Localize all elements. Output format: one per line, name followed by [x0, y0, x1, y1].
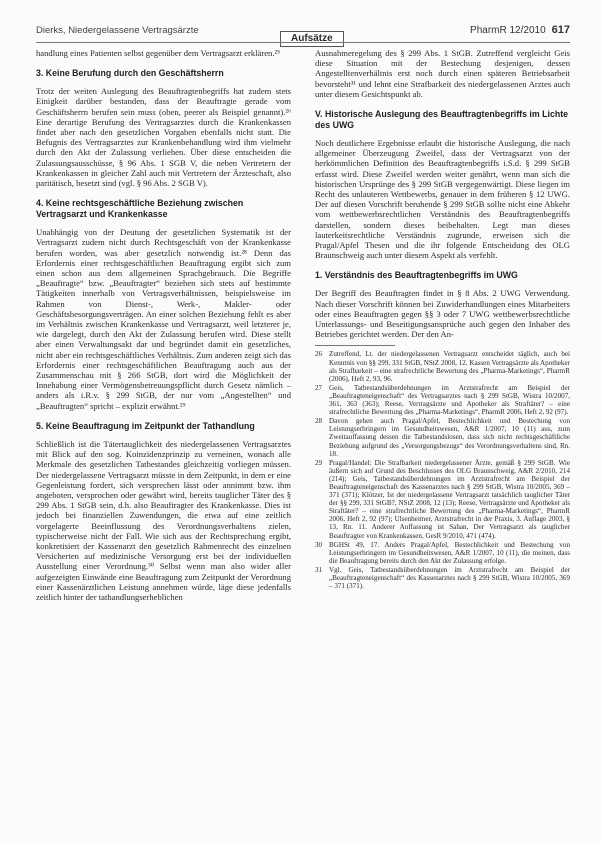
heading-5: 5. Keine Beauftragung im Zeitpunkt der Tathandlung [36, 420, 255, 431]
paragraph-5: Schließlich ist die Tätertauglichkeit des niedergelassenen Vertragsarztes mit Blick auf den sog. Koinzidenzprinzip zu verneinen, wonach alle Merkmale des gesetzlichen Tatbestandes gleichzeitig vorliegen müssen. Der niedergelassene Vertragsarzt müsste in dem Zeitpunkt, in dem er eine Gegenleistung fordert, sich versprechen lässt oder annimmt bzw. ihm angeboten, versprochen oder gewährt wird, bereits tauglicher Täter des § 299 Abs. 1 StGB sein, d.h. also Beauftragter des Krankenkasse. Dies ist jedoch bei finanziellen Zuwendungen, die etwa auf eine zeitlich vorgelagerte Beeinflussung des Verordnungsverhaltens zielen, typischerweise nicht der Fall. Wie sich aus der Rechtsprechung ergibt, konkretisiert der Kassenarzt den gesetzlich Rahmenrecht des einzelnen Versicherten auf medizinische Versorgung erst bei der individuellen Ausstellung einer Verordnung.³⁰ Selbst wenn man also wider aller aufgezeigten Einwände eine Beauftragung zum Zeitpunkt der Verordnung einer Kassenärztlichen Leistung annehmen würde, läge diese jedenfalls zeitlich hinter der tathandlungserheblichen [36, 438, 291, 602]
footnote-number: 31 [315, 565, 323, 574]
running-header [36, 22, 570, 42]
footnote-number: 29 [315, 458, 323, 467]
paragraph-V: Noch deutlichere Ergebnisse erlaubt die historische Auslegung, die nach allgemeiner Überzeugung Zweifel, dass der Vertragsarzt von der herkömmlichen Definition des Beauftragtenbegriffs i.S.d. § 299 StGB erfasst wird. Diese Zweifel werden weiter genährt, wenn man sich die historischen Ursprünge des § 299 StGB vergegenwärtigt. Diese liegen im Recht des unlauteren Wettbewerbs, genauer in dem früheren § 12 UWG. Der auf diesen Vorschrift beruhende § 299 StGB sollte nicht eine Abkehr vom wettbewerbsrechtlichen Verständnis des Beauftragtenbegriffs darstellen, sondern dieses beibehalten. Legt man dieses lauterkeitsrechtliche Verständnis zugrunde, erweisen sich die Pragal/Apfel Thesen und die ihr folgende Entscheidung des OLG Braunschweig auch unter diesem Aspekt als verfehlt. [315, 138, 570, 261]
left-paragraph-continued: handlung eines Patienten selbst gegenüber dem Vertragsarzt erklären.²⁵ [36, 48, 281, 58]
footnote [315, 541, 570, 565]
footnote-text: Geis, Tatbestandsüberdehnungen im Arztstrafrecht am Beispiel der „Beauftragteneigenschaft“ des Vertragsarztes nach § 299 StGB, Wistra 10/2007, 361, 363 (363); Reese, Vertragsärzte und Apotheker als Straftäter? – eine strafrechtliche Bewertung des „Pharma-Marketings“, PharmR 2006, Heft 2, 92 (97). [329, 383, 570, 417]
left-column [36, 48, 291, 602]
journal-info [470, 24, 570, 36]
footnote-text: BGHSt 49, 17. Anders Pragal/Apfel, Bestechlichkeit und Bestechung von Leistungserbringern im Gesundheitswesen, A&R 1/2007, 10 (11), die meinen, dass die Beauftragung bereits durch den Akt der Zulassung erfolge. [329, 540, 570, 565]
right-column [315, 48, 570, 591]
footnote [315, 459, 570, 540]
footnote [315, 384, 570, 416]
section-tab: Aufsätze [280, 31, 344, 47]
footnote-number: 30 [315, 540, 323, 549]
footnote-text: Davon gehen auch Pragal/Apfel, Bestechlichkeit und Bestechung von Leistungserbringern im Gesundheitswesen, A&R 1/2007, 10 (11) aus, zum Zweitauffassung dessen die Tatbestandslosen, dass sich nicht rechtsgeschäftliche Beziehung aufgrund des „Versorgungsbezugs“ des Verordnungsverhaltens sind, Rn. 18. [329, 417, 570, 458]
running-title: Dierks, Niedergelassene Vertragsärzte [36, 25, 199, 36]
footnote-number: 26 [315, 350, 323, 359]
heading-V: V. Historische Auslegung des Beauftragtenbegriffs im Lichte des UWG [315, 109, 569, 131]
header-rule [36, 42, 570, 43]
paragraph-V-1: Der Begriff des Beauftragten findet in § 8 Abs. 2 UWG Verwendung. Nach dieser Vorschrift können bei Zuwiderhandlungen eines Mitarbeiters oder eines Beauftragten gegen §§ 3 oder 7 UWG wettbewerbsrechtliche Unterlassungs- und Beseitigungsansprüche auch gegen den Inhaber des Betriebes gerichtet werden. Der den An- [315, 288, 570, 340]
heading-V-1: 1. Verständnis des Beauftragtenbegriffs im UWG [315, 270, 518, 281]
heading-3: 3. Keine Berufung durch den Geschäftsherrn [36, 68, 224, 79]
journal-name: PharmR 12/2010 [470, 25, 546, 36]
footnote [315, 417, 570, 457]
footnote-text: Zutreffend, Lt. der niedergelassenen Vertragsarzt entscheidet täglich, auch bei Kenntnis von §§ 299, 331 StGB, NStZ 2008, 12. Kassen Vertragsärzte als Apotheker als Strafbarkeit – eine strafrechtliche Bewertung des „Pharma-Marketings“, PharmR (2006), Heft 2, 93, 96. [329, 350, 570, 383]
footnote-number: 27 [315, 383, 323, 392]
footnote-text: Vgl. Geis, Tatbestandsüberdehnungen im Arztstrafrecht am Beispiel der „Beauftragteneigenschaft“ des Kassenarztes nach § 299 StGB, Wistra 10/2005, 369 – 371 (371). [329, 565, 570, 591]
footnote-rule [315, 345, 395, 346]
footnotes [315, 350, 570, 590]
paragraph-4: Unabhängig von der Deutung der gesetzlichen Systematik ist der Vertragsarzt zudem nicht durch Rechtsgeschäft von der Krankenkasse berufen worden, was aber gesetzlich notwendig ist.²⁸ Denn das Erfordernis einer rechtsgeschäftlichen Beauftragung ergibt sich zum einen schon aus dem allgemeinen Sprachgebrauch. Die Begriffe „Beauftragte“ bzw. „Beauftragter“ beziehen sich stets auf bestimmte Tätigkeiten innerhalb von Vertragsverhältnissen, beispielsweise im Rahmen von Dienst-, Werk-, Makler- oder Geschäftsbesorgungsverträgen. An einer solchen Beziehung fehlt es aber im Verhältnis zwischen Krankenkasse und Vertragsarzt, weil letzterer je, wie dargelegt, durch den Akt der Zulassung berufen wird. Diese stellt aber einen Verwaltungsakt dar und begründet damit ein gesetzliches, nicht aber ein rechtsgeschäftliches Verhältnis. Zum anderen zeigt sich das Erfordernis einer rechtsgeschäftlichen Beauftragung auch aus der Zusammenschau mit § 266 StGB, dort wird die Möglichkeit der Innehabung einer Vermögensbetreuungspflicht durch Gesetz nämlich – anders als i.R.v. § 299 StGB, der nur vom „Angestellten“ und „Beauftragten“ spricht – explizit erwähnt.²⁹ [36, 227, 291, 411]
footnote [315, 350, 570, 382]
footnote [315, 566, 570, 590]
footnote-number: 28 [315, 417, 323, 426]
paragraph-3: Trotz der weiten Auslegung des Beauftragtenbegriffs hat zudem stets Einigkeit darüber bestanden, dass der Beauftragte gerade vom Geschäftsherrn berufen sein muss (oben, peerer als Beispiel genannt).²⁶ Eine derartige Berufung des Vertragsarztes durch die Krankenkassen findet aber nach den gesetzlichen Vorgaben ebenfalls nicht statt. Die Befugnis des Vertragsarztes zur Krankenbehandlung wird ihm vielmehr durch den Akt der Zulassung verliehen. Über diese entscheiden die Zulassungsausschüsse, § 96 Abs. 1 SGB V, die neben Vertretern der Krankenkassen in gleicher Zahl auch mit Vertretern der Ärzteschaft, also paritätisch, besetzt sind (vgl. § 96 Abs. 2 SGB V). [36, 86, 291, 189]
heading-4: 4. Keine rechtsgeschäftliche Beziehung zwischen Vertragsarzt und Krankenkasse [36, 198, 244, 220]
right-paragraph-continued: Ausnahmeregelung des § 299 Abs. 1 StGB. Zutreffend vergleicht Geis diese Situation mit der Bestechung desjenigen, dessen Angestelltenverhältnis erst noch durch einen späteren Betriebsarbeit bevorsteht³¹ und lehnt eine Strafbarkeit des niedergelassenen Arztes auch unter diesem Gesichtspunkt ab. [315, 48, 570, 99]
page-number: 617 [551, 24, 570, 36]
footnote-text: Pragal/Handel: Die Strafbarkeit niedergelassener Ärzte, gemäß § 299 StGB. Wie äußern sich auf Grund des Beschlusses des OLG Braunschweig, A&R 2/2010, 214 (214); Geis, Tatbestandsüberdehnungen im Arztstrafrecht am Beispiel der Beauftragteneigenschaft des Kassenarztes nach § 299 StGB, Wistra 10/2005, 369 – 371 (371); Klötzer, Ist der niedergelassene Vertragsarzt tatsächlich tauglicher Täter der §§ 299, 331 StGB?, NStZ 2008, 12 (13); Reese, Vertragsärzte und Apotheker als Straftäter? – eine strafrechtliche Bewertung des „Pharma-Marketings“, PharmR 2006, Heft 2, 92 (97); Ulsenheimer, Arztstrafrecht in der Praxis, 3. Auflage 2003, § 13, Rn. 11. Anderer Auffassung ist Sahan, Der Vertragsarzt als tauglicher Beauftragter von Krankenkassen, GesR 9/2010, 471 (474). [329, 458, 570, 540]
